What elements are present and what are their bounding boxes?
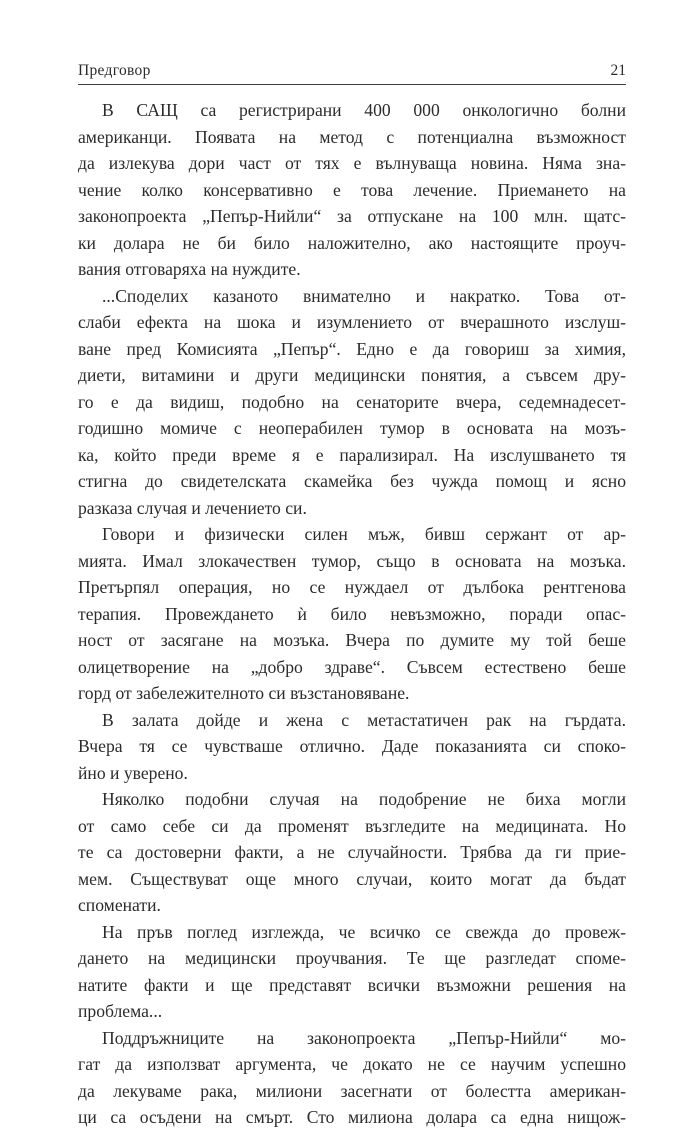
text-line: чение колко консервативно е това лечение. Приемането на — [78, 179, 626, 200]
text-line: те са достоверни факти, а не случайности. Трябва да ги прие- — [78, 842, 626, 862]
text-line: мем. Съществуват още много случаи, които могат да бъдат — [78, 868, 626, 889]
text-line: американци. Появата на метод с потенциална възможност — [78, 126, 626, 147]
text-line: дането на медицински проучвания. Те ще разгледат споме- — [78, 948, 626, 968]
text-line: диети, витамини и други медицински понятия, а съвсем дру- — [78, 365, 626, 385]
text-line: споменати. — [78, 895, 161, 915]
text-line: слаби ефекта на шока и изумлението от вчерашното изслуш- — [78, 312, 626, 332]
text-line: терапия. Провеждането ѝ било невъзможно, поради опас- — [78, 603, 626, 624]
paragraph — [78, 786, 626, 919]
text-line: годишно момиче с неоперабилен тумор в основата на мозъ- — [78, 418, 626, 438]
text-line: вания отговаряха на нуждите. — [78, 259, 301, 279]
text-line: йно и уверено. — [78, 762, 188, 783]
paragraph — [78, 919, 626, 1025]
text-line: ване пред Комисията „Пепър“. Едно е да говориш за химия, — [78, 338, 626, 359]
text-line: Говори и физически силен мъж, бивш сержант от ар- — [102, 524, 626, 544]
text-line: го е да видиш, подобно на сенаторите вчера, седемнадесет- — [78, 391, 626, 412]
text-line: Вчера тя се чувстваше отлично. Даде показанията си споко- — [78, 736, 626, 756]
text-line: мията. Имал злокачествен тумор, също в основата на мозъка. — [78, 550, 626, 571]
paragraph — [78, 521, 626, 707]
text-line: проблема... — [78, 1001, 163, 1021]
text-line: ...Споделих казаното внимателно и накратко. Това от- — [102, 285, 626, 306]
text-line: ка, който преди време я е парализирал. На изслушването тя — [78, 444, 626, 465]
paragraph — [78, 707, 626, 787]
paragraph — [78, 1025, 626, 1131]
text-line: от само себе си да променят възгледите на медицината. Но — [78, 815, 626, 836]
text-line: В САЩ са регистрирани 400 000 онкологично болни — [102, 100, 626, 120]
paragraph — [78, 97, 626, 283]
text-line: натите факти и ще представят всички възможни решения на — [78, 974, 626, 995]
text-line: да лекуваме рака, милиони засегнати от болестта американ- — [78, 1080, 626, 1101]
text-line: Няколко подобни случая на подобрение не биха могли — [102, 789, 626, 809]
text-line: стигна до свидетелската скамейка без чужда помощ и ясно — [78, 471, 626, 491]
text-line: да излекува дори част от тях е вълнуваща новина. Няма зна- — [78, 153, 626, 173]
running-header — [78, 58, 626, 85]
text-line: На пръв поглед изглежда, че всичко се свежда до провеж- — [102, 921, 626, 942]
body-text — [78, 97, 626, 1131]
paragraph — [78, 283, 626, 522]
text-line: гат да използват аргумента, че докато не се научим успешно — [78, 1054, 626, 1074]
text-line: разказа случая и лечението си. — [78, 497, 307, 518]
section-title: Предговор — [78, 62, 151, 79]
text-line: ци са осъдени на смърт. Сто милиона долара са една нищож- — [78, 1107, 626, 1127]
text-line: горд от забележителното си възстановяване. — [78, 683, 410, 703]
text-line: ки долара не би било наложително, ако настоящите проуч- — [78, 232, 626, 253]
text-line: олицетворение на „добро здраве“. Съвсем естествено беше — [78, 656, 626, 677]
text-line: Претърпял операция, но се нуждаел от дълбока рентгенова — [78, 577, 626, 597]
text-line: законопроекта „Пепър-Нийли“ за отпускане на 100 млн. щатс- — [78, 206, 626, 226]
text-line: В залата дойде и жена с метастатичен рак на гърдата. — [102, 709, 626, 730]
text-line: ност от засягане на мозъка. Вчера по думите му той беше — [78, 630, 626, 650]
page-number: 21 — [610, 62, 626, 79]
text-line: Поддръжниците на законопроекта „Пепър-Нийли“ мо- — [102, 1027, 626, 1048]
